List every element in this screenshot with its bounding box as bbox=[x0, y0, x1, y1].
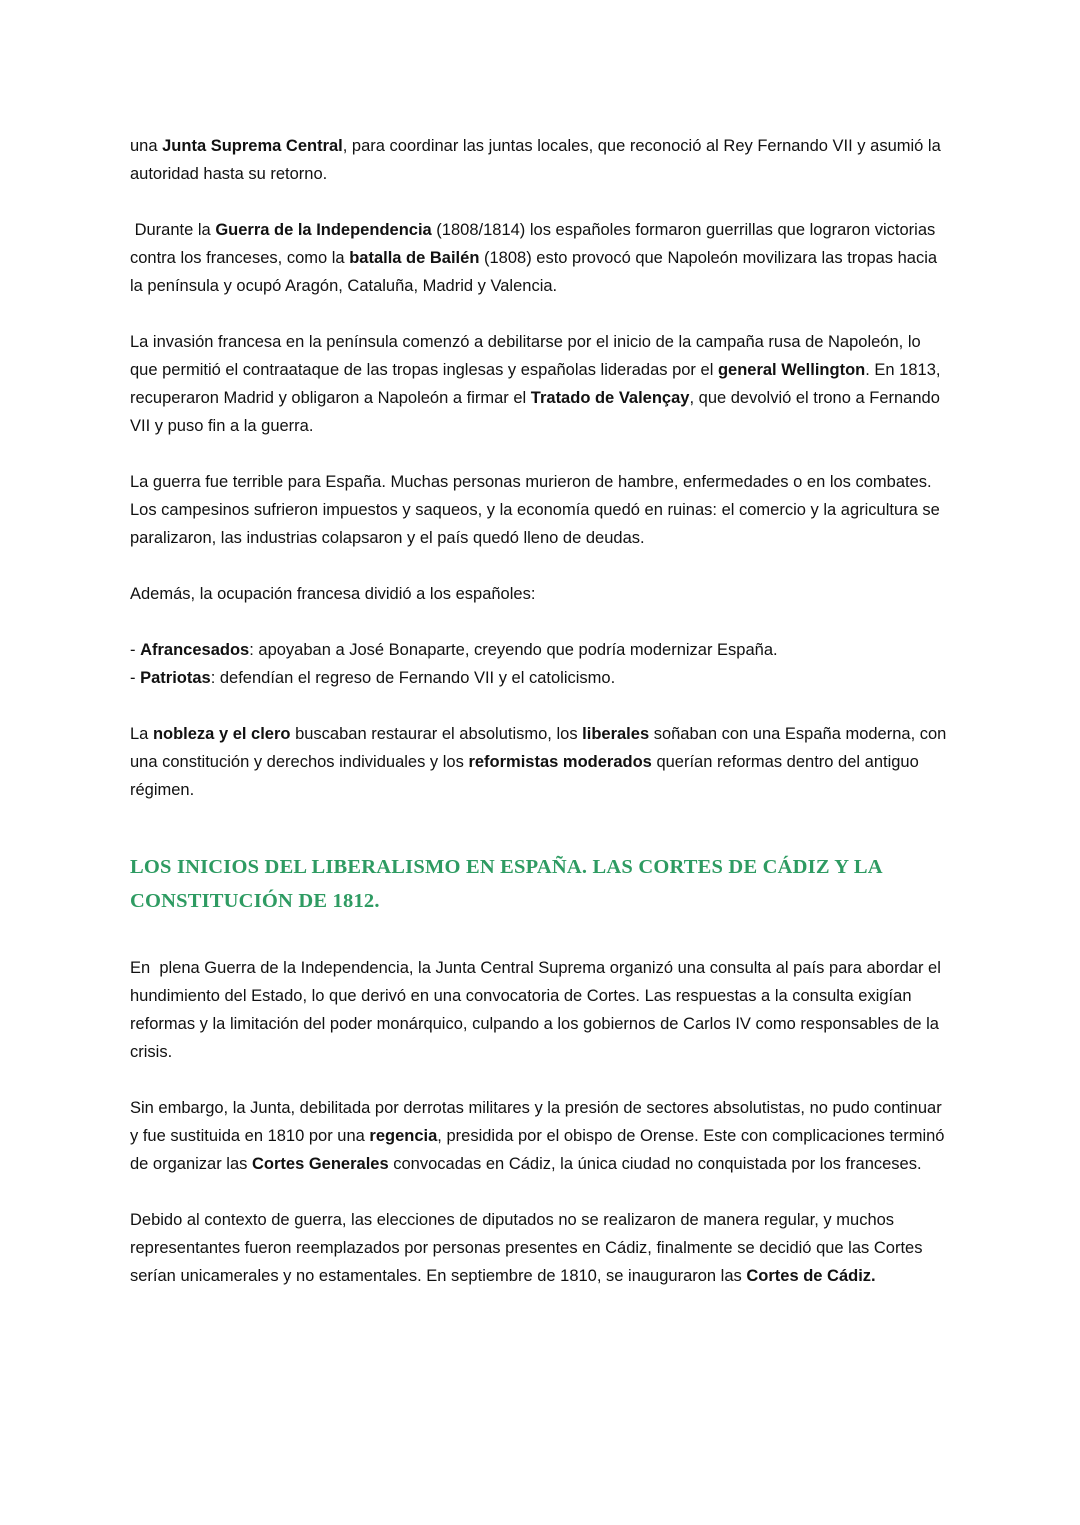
paragraph-junta-suprema: una Junta Suprema Central, para coordinar las juntas locales, que reconoció al Rey Fernando VII y asumió la autoridad hasta su retorno. bbox=[130, 137, 946, 183]
paragraph-guerra-terrible: La guerra fue terrible para España. Muchas personas murieron de hambre, enfermedades o en los combates. Los campesinos sufrieron impuestos y saqueos, y la economía quedó en ruinas: el comercio y la agricultura se paralizaron, las industrias colapsaron y el país quedó lleno de deudas. bbox=[130, 473, 945, 547]
paragraph-nobleza-clero: La nobleza y el clero buscaban restaurar el absolutismo, los liberales soñaban con una España moderna, con una constitución y derechos individuales y los reformistas moderados querían reformas dentro del antiguo régimen. bbox=[130, 725, 951, 799]
list-line-patriotas: - Patriotas: defendían el regreso de Fernando VII y el catolicismo. bbox=[130, 669, 616, 687]
paragraph-guerra-independencia: Durante la Guerra de la Independencia (1808/1814) los españoles formaron guerrillas que lograron victorias contra los franceses, como la batalla de Bailén (1808) esto provocó que Napoleón movilizara las tropas hacia la península y ocupó Aragón, Cataluña, Madrid y Valencia. bbox=[130, 221, 942, 295]
paragraph-invasion-francesa: La invasión francesa en la península comenzó a debilitarse por el inicio de la campaña rusa de Napoleón, lo que permitió el contraataque de las tropas inglesas y españolas lideradas por el general Wellington. En 1813, recuperaron Madrid y obligaron a Napoleón a firmar el Tratado de Valençay, que devolvió el trono a Fernando VII y puso fin a la guerra. bbox=[130, 333, 946, 435]
paragraph-ocupacion-dividio: Además, la ocupación francesa dividió a los españoles: bbox=[130, 585, 536, 603]
paragraph-cortes-de-cadiz: Debido al contexto de guerra, las elecciones de diputados no se realizaron de manera regular, y muchos representantes fueron reemplazados por personas presentes en Cádiz, finalmente se decidió que las Cortes serían unicamerales y no estamentales. En septiembre de 1810, se inauguraron las Cortes de Cádiz. bbox=[130, 1211, 928, 1285]
section-heading-liberalismo: LOS INICIOS DEL LIBERALISMO EN ESPAÑA. LAS CORTES DE CÁDIZ Y LA CONSTITUCIÓN DE 1812. bbox=[130, 856, 882, 912]
list-line-afrancesados: - Afrancesados: apoyaban a José Bonaparte, creyendo que podría modernizar España. bbox=[130, 641, 778, 659]
paragraph-regencia: Sin embargo, la Junta, debilitada por derrotas militares y la presión de sectores absolutistas, no pudo continuar y fue sustituida en 1810 por una regencia, presidida por el obispo de Orense. Este con complicaciones terminó de organizar las Cortes Generales convocadas en Cádiz, la única ciudad no conquistada por los franceses. bbox=[130, 1099, 950, 1173]
paragraph-junta-central-consulta: En plena Guerra de la Independencia, la Junta Central Suprema organizó una consulta al país para abordar el hundimiento del Estado, lo que derivó en una convocatoria de Cortes. Las respuestas a la consulta exigían reformas y la limitación del poder monárquico, culpando a los gobiernos de Carlos IV como responsables de la crisis. bbox=[130, 959, 946, 1061]
